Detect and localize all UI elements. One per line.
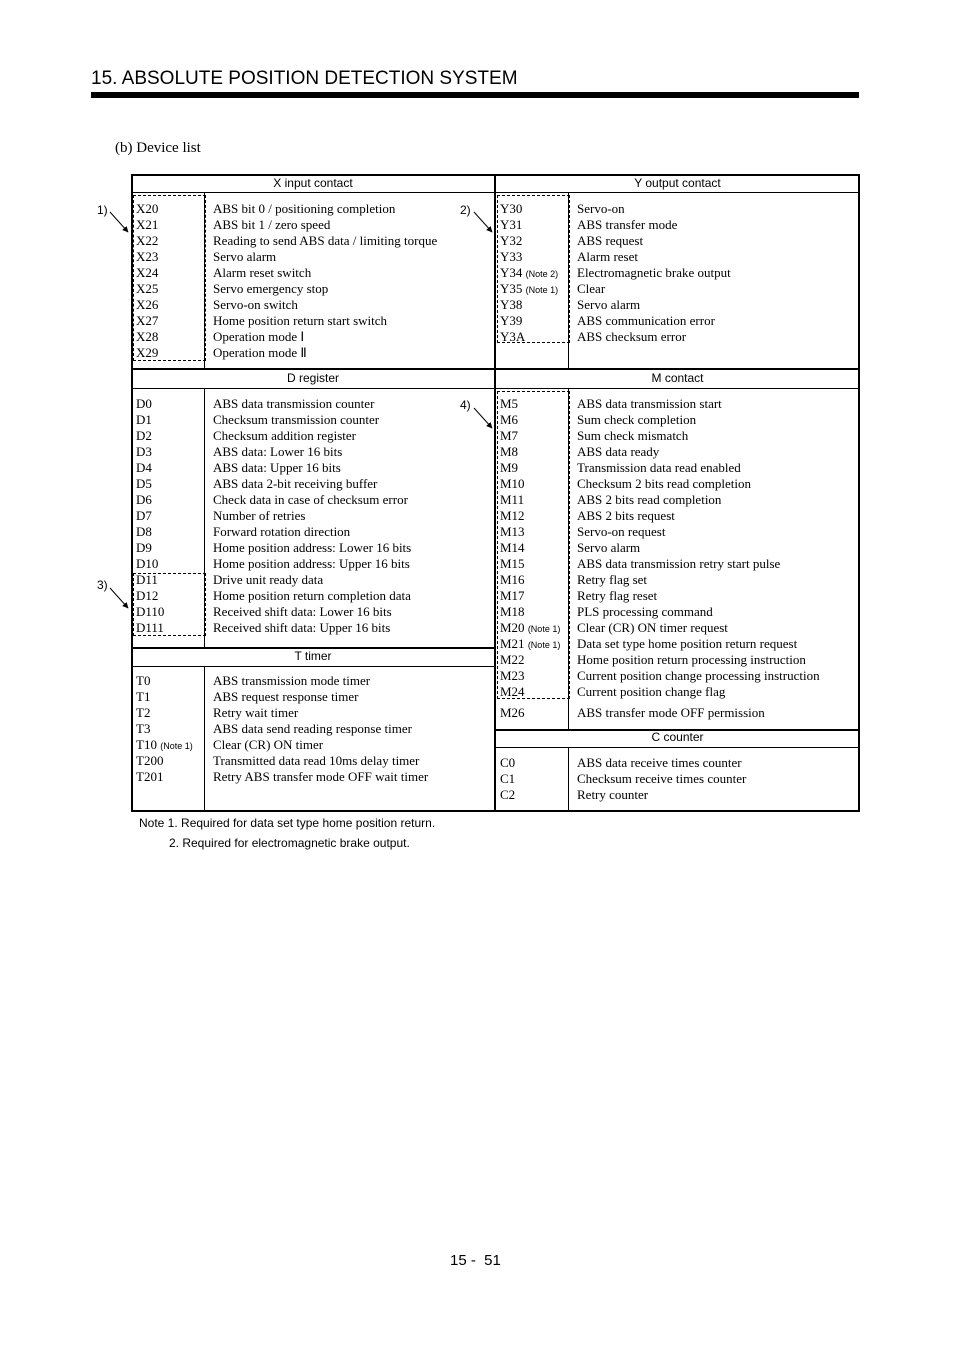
list-item: M23: [500, 668, 525, 683]
list-item: ABS transmission mode timer: [213, 673, 371, 688]
list-item: X21: [136, 217, 159, 232]
list-item: M7: [500, 428, 519, 443]
list-item: Current position change flag: [577, 684, 726, 699]
list-item: C1: [500, 771, 516, 786]
list-item: Retry wait timer: [213, 705, 299, 720]
list-item: D5: [136, 476, 152, 491]
list-item: Servo alarm: [213, 249, 277, 264]
callout-label: 2): [460, 203, 471, 217]
list-item: X20: [136, 201, 159, 216]
list-item: D9: [136, 540, 152, 555]
list-item: Forward rotation direction: [213, 524, 351, 539]
list-item: ABS 2 bits read completion: [577, 492, 722, 507]
list-item: M12: [500, 508, 525, 523]
list-item: M21 (Note 1): [500, 636, 561, 651]
list-item: ABS data transmission start: [577, 396, 722, 411]
list-item: Y39: [500, 313, 523, 328]
callout-label: 4): [460, 398, 471, 412]
list-item: D111: [136, 620, 164, 635]
list-item: Y38: [500, 297, 523, 312]
y-output-heading: Y output contact: [634, 176, 721, 190]
list-item: Home position return processing instruction: [577, 652, 806, 667]
list-item: Servo-on switch: [213, 297, 298, 312]
list-item: Transmitted data read 10ms delay timer: [213, 753, 420, 768]
list-item: Clear (CR) ON timer: [213, 737, 324, 752]
list-item: X28: [136, 329, 159, 344]
list-item: Drive unit ready data: [213, 572, 324, 587]
list-item: Checksum 2 bits read completion: [577, 476, 752, 491]
list-item: D7: [136, 508, 152, 523]
list-item: Y32: [500, 233, 523, 248]
list-item: M6: [500, 412, 519, 427]
callout-arrow: [474, 212, 492, 232]
list-item: ABS bit 0 / positioning completion: [213, 201, 396, 216]
m-contact-heading: M contact: [651, 371, 704, 385]
list-item: Reading to send ABS data / limiting torque: [213, 233, 438, 248]
list-item: ABS transfer mode: [577, 217, 678, 232]
list-item: Y30: [500, 201, 523, 216]
list-item: T0: [136, 673, 151, 688]
page-header-title: 15. ABSOLUTE POSITION DETECTION SYSTEM: [91, 68, 518, 89]
list-item: Servo-on request: [577, 524, 666, 539]
list-item: Operation mode Ⅰ: [213, 329, 305, 344]
list-item: M14: [500, 540, 525, 555]
list-item: ABS checksum error: [577, 329, 687, 344]
callout-label: 3): [97, 578, 108, 592]
list-item: T201: [136, 769, 164, 784]
callout-arrow: [474, 408, 492, 428]
list-item: ABS data: Upper 16 bits: [213, 460, 341, 475]
list-item: Home position address: Upper 16 bits: [213, 556, 410, 571]
list-item: Servo emergency stop: [213, 281, 329, 296]
list-item: Checksum addition register: [213, 428, 356, 443]
list-item: D0: [136, 396, 152, 411]
list-item: ABS data transmission retry start pulse: [577, 556, 781, 571]
list-item: X23: [136, 249, 159, 264]
x-input-heading: X input contact: [273, 176, 353, 190]
list-item: Retry flag reset: [577, 588, 658, 603]
list-item: D110: [136, 604, 165, 619]
list-item: Y31: [500, 217, 523, 232]
list-item: ABS request: [577, 233, 644, 248]
list-item: Electromagnetic brake output: [577, 265, 731, 280]
list-item: ABS communication error: [577, 313, 715, 328]
list-item: D1: [136, 412, 152, 427]
list-item: X29: [136, 345, 159, 360]
list-item: Retry flag set: [577, 572, 648, 587]
list-item: Operation mode Ⅱ: [213, 345, 307, 360]
list-item: ABS data ready: [577, 444, 660, 459]
list-item: ABS data receive times counter: [577, 755, 742, 770]
list-item: T10 (Note 1): [136, 737, 193, 752]
list-item: PLS processing command: [577, 604, 713, 619]
callout-label: 1): [97, 203, 108, 217]
t-timer-heading: T timer: [294, 649, 332, 663]
list-item: Y33: [500, 249, 523, 264]
section-subtitle: (b) Device list: [115, 140, 201, 156]
list-item: M15: [500, 556, 525, 571]
list-item: M11: [500, 492, 525, 507]
list-item: D11: [136, 572, 158, 587]
list-item: D3: [136, 444, 152, 459]
list-item: D10: [136, 556, 159, 571]
list-item: C2: [500, 787, 516, 802]
list-item: Data set type home position return request: [577, 636, 798, 651]
c-counter-heading: C counter: [651, 730, 704, 744]
list-item: D12: [136, 588, 159, 603]
list-item: M8: [500, 444, 519, 459]
list-item: Servo alarm: [577, 540, 641, 555]
list-item: ABS bit 1 / zero speed: [213, 217, 331, 232]
list-item: Retry ABS transfer mode OFF wait timer: [213, 769, 429, 784]
list-item: X26: [136, 297, 159, 312]
list-item: Received shift data: Upper 16 bits: [213, 620, 391, 635]
list-item: T2: [136, 705, 151, 720]
list-item: Clear (CR) ON timer request: [577, 620, 728, 635]
list-item: ABS data 2-bit receiving buffer: [213, 476, 378, 491]
list-item: M9: [500, 460, 519, 475]
list-item: Clear: [577, 281, 606, 296]
footnote: 2. Required for electromagnetic brake output.: [169, 836, 410, 850]
list-item: Servo-on: [577, 201, 625, 216]
list-item: Home position address: Lower 16 bits: [213, 540, 412, 555]
list-item: X27: [136, 313, 159, 328]
list-item: Y3A: [500, 329, 526, 344]
list-item: D4: [136, 460, 152, 475]
list-item: Servo alarm: [577, 297, 641, 312]
list-item: M10: [500, 476, 525, 491]
page-number: 15 - 51: [450, 1252, 501, 1269]
list-item: Retry counter: [577, 787, 649, 802]
list-item: D2: [136, 428, 152, 443]
list-item: M17: [500, 588, 525, 603]
list-item: Transmission data read enabled: [577, 460, 741, 475]
list-item: M13: [500, 524, 525, 539]
list-item: D6: [136, 492, 152, 507]
list-item: Alarm reset: [577, 249, 639, 264]
list-item: X25: [136, 281, 159, 296]
list-item: Home position return start switch: [213, 313, 388, 328]
list-item: Current position change processing instruction: [577, 668, 820, 683]
list-item: ABS request response timer: [213, 689, 359, 704]
list-item: Y35 (Note 1): [500, 281, 559, 296]
list-item: Checksum transmission counter: [213, 412, 380, 427]
list-item: T1: [136, 689, 151, 704]
callout-arrow: [110, 212, 128, 232]
list-item: X22: [136, 233, 159, 248]
callout-arrow: [110, 588, 128, 608]
list-item: Alarm reset switch: [213, 265, 312, 280]
list-item: Check data in case of checksum error: [213, 492, 408, 507]
list-item: M22: [500, 652, 525, 667]
list-item: ABS data send reading response timer: [213, 721, 412, 736]
list-item: Received shift data: Lower 16 bits: [213, 604, 392, 619]
list-item: M24: [500, 684, 525, 699]
list-item: ABS data: Lower 16 bits: [213, 444, 343, 459]
list-item: Checksum receive times counter: [577, 771, 747, 786]
list-item: ABS 2 bits request: [577, 508, 675, 523]
m26-device: M26: [500, 705, 525, 720]
list-item: T200: [136, 753, 164, 768]
list-item: Number of retries: [213, 508, 306, 523]
list-item: D8: [136, 524, 152, 539]
list-item: X24: [136, 265, 159, 280]
list-item: Sum check mismatch: [577, 428, 689, 443]
d-register-heading: D register: [286, 371, 339, 385]
list-item: M18: [500, 604, 525, 619]
m26-description: ABS transfer mode OFF permission: [577, 705, 765, 720]
list-item: Y34 (Note 2): [500, 265, 559, 280]
list-item: C0: [500, 755, 516, 770]
footnote: Note 1. Required for data set type home position return.: [139, 816, 436, 830]
list-item: M20 (Note 1): [500, 620, 561, 635]
list-item: Sum check completion: [577, 412, 697, 427]
list-item: Home position return completion data: [213, 588, 411, 603]
list-item: M16: [500, 572, 525, 587]
list-item: ABS data transmission counter: [213, 396, 375, 411]
list-item: M5: [500, 396, 519, 411]
list-item: T3: [136, 721, 151, 736]
